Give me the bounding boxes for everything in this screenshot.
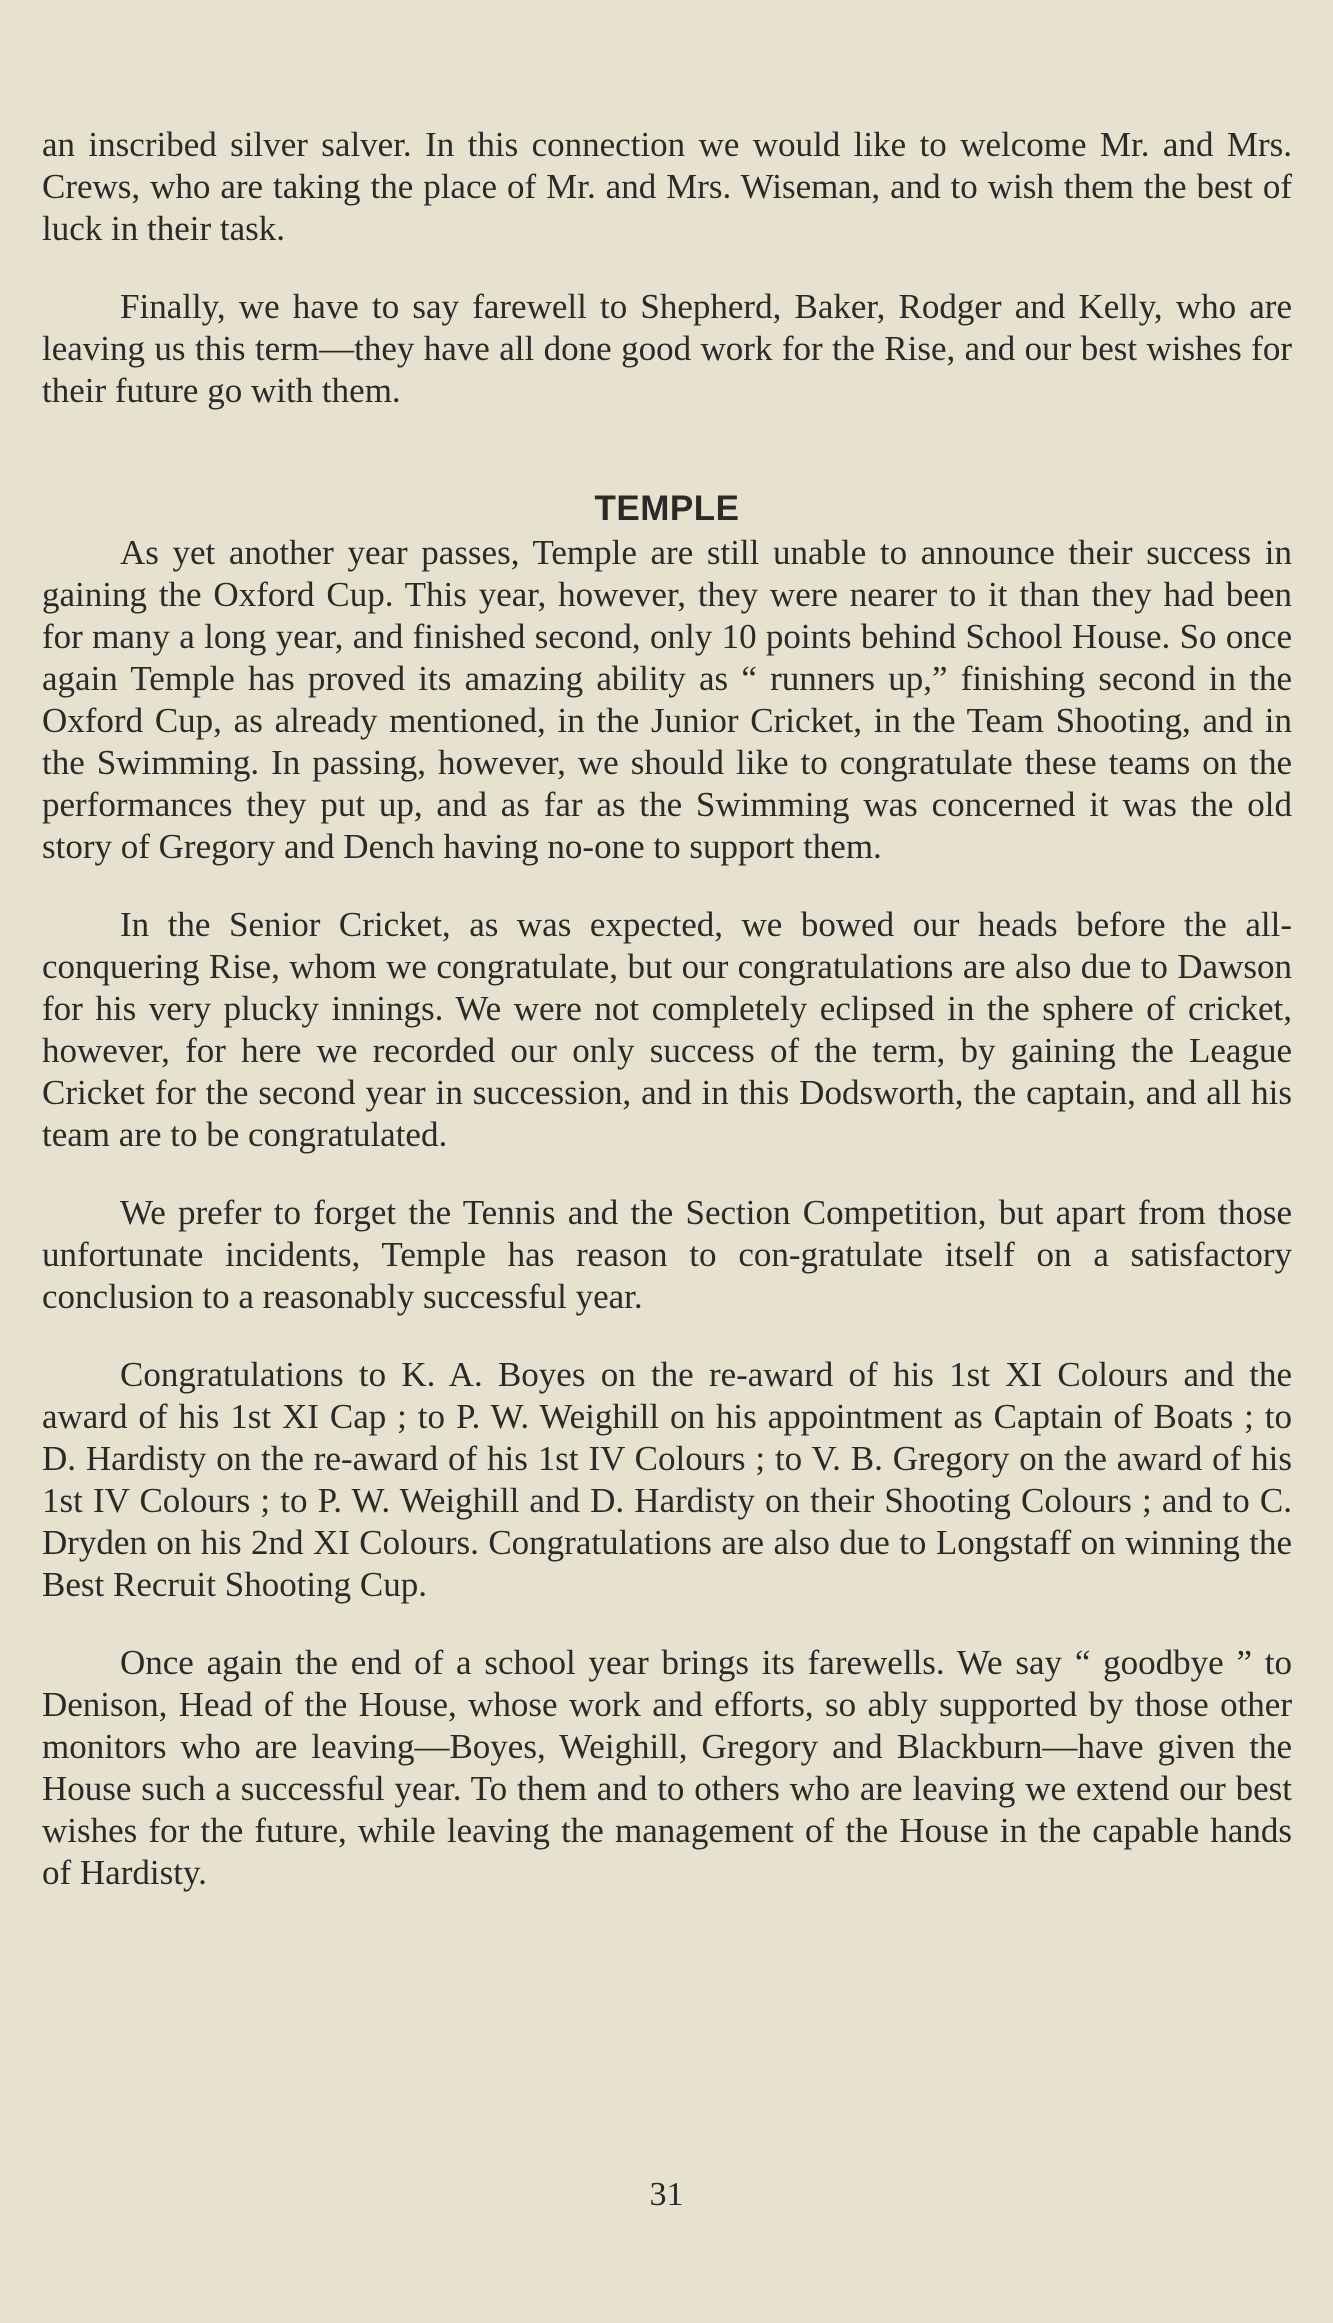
spacer (42, 412, 1292, 488)
temple-paragraph-3: We prefer to forget the Tennis and the Section Competition, but apart from those unfortunate incidents, Temple has reason to con-gratulate itself on a satisfactory conclusion to a reasonably successful year. (42, 1193, 1292, 1316)
spacer (42, 1606, 1292, 1642)
page-number: 31 (649, 2176, 684, 2213)
intro-paragraph-1: an inscribed silver salver. In this connection we would like to welcome Mr. and Mrs. Crews, who are taking the place of Mr. and Mrs. Wiseman, and to wish them the best of luck in their task. (42, 125, 1292, 248)
spacer (42, 1156, 1292, 1192)
temple-paragraph-5: Once again the end of a school year brings its farewells. We say “ goodbye ” to Denison, Head of the House, whose work and efforts, so ably supported by those other monitors who are leaving—Boyes, Weighill, Gregory and Blackburn—have given the House such a successful year. To them and to others who are leaving we extend our best wishes for the future, while leaving the management of the House in the capable hands of Hardisty. (42, 1643, 1292, 1892)
spacer (42, 1318, 1292, 1354)
temple-paragraph-1: As yet another year passes, Temple are still unable to announce their success in gaining the Oxford Cup. This year, however, they were nearer to it than they had been for many a long year, and finished second, only 10 points behind School House. So once again Temple has proved its amazing ability as “ runners up,” finishing second in the Oxford Cup, as already mentioned, in the Junior Cricket, in the Team Shooting, and in the Swimming. In passing, however, we should like to congratulate these teams on the performances they put up, and as far as the Swimming was concerned it was the old story of Gregory and Dench having no-one to support them. (42, 533, 1292, 866)
section-heading-temple: TEMPLE (594, 489, 740, 528)
document-page (42, 124, 1292, 1894)
temple-paragraph-4: Congratulations to K. A. Boyes on the re-award of his 1st XI Colours and the award of his 1st XI Cap ; to P. W. Weighill on his appointment as Captain of Boats ; to D. Hardisty on the re-award of his 1st IV Colours ; to V. B. Gregory on the award of his 1st IV Colours ; to P. W. Weighill and D. Hardisty on their Shooting Colours ; and to C. Dryden on his 2nd XI Colours. Congratulations are also due to Longstaff on winning the Best Recruit Shooting Cup. (42, 1355, 1292, 1604)
spacer (42, 868, 1292, 904)
temple-paragraph-2: In the Senior Cricket, as was expected, we bowed our heads before the all-conquering Rise, whom we congratulate, but our congratulations are also due to Dawson for his very plucky innings. We were not completely eclipsed in the sphere of cricket, however, for here we recorded our only success of the term, by gaining the League Cricket for the second year in succession, and in this Dodsworth, the captain, and all his team are to be congratulated. (42, 905, 1292, 1154)
spacer (42, 250, 1292, 286)
intro-paragraph-2: Finally, we have to say farewell to Shepherd, Baker, Rodger and Kelly, who are leaving us this term—they have all done good work for the Rise, and our best wishes for their future go with them. (42, 287, 1292, 410)
